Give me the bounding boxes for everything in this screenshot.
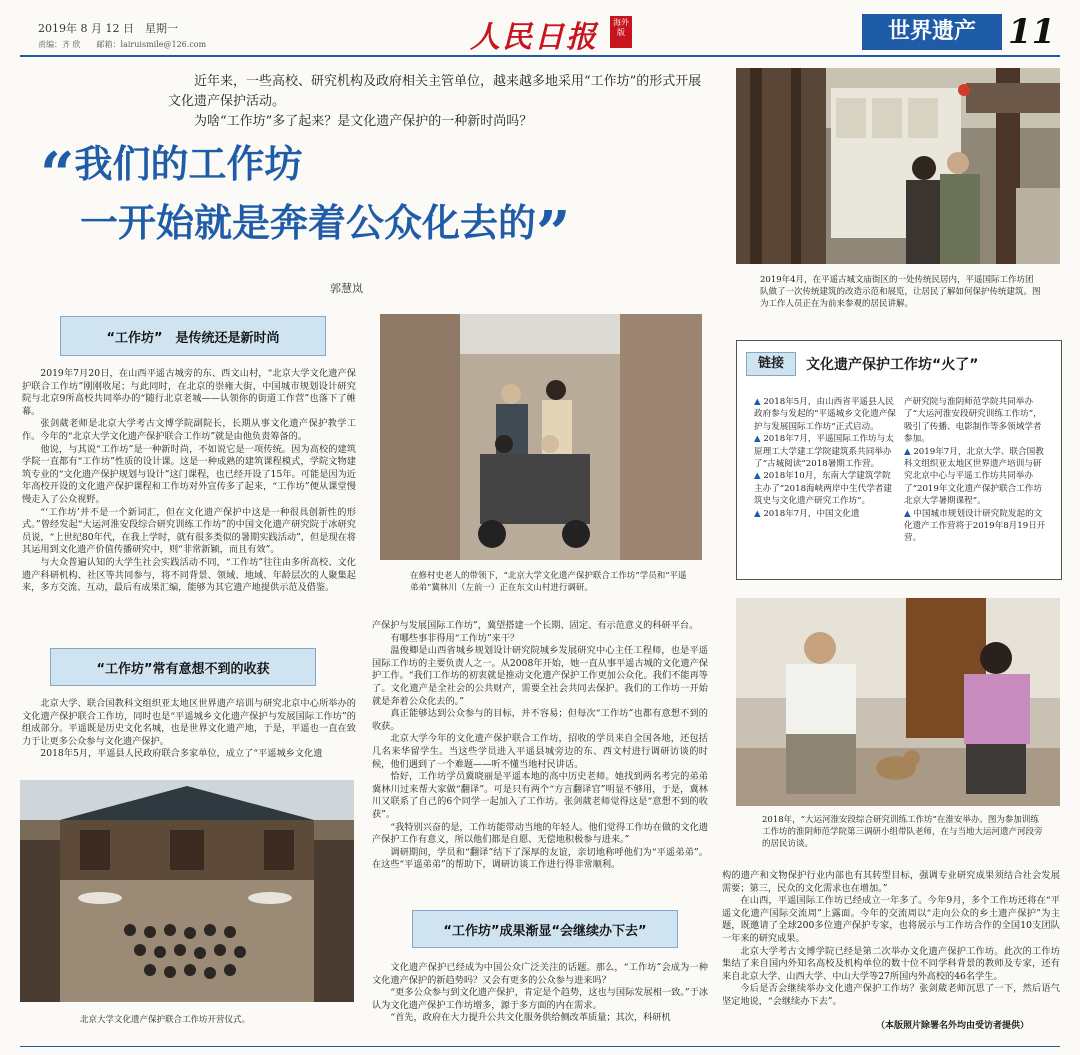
intro-lead — [168, 72, 708, 132]
paragraph: 调研期间，学员和“翻译”结下了深厚的友谊，亲切地称呼他们为“平遥弟弟”。在这些“平遥弟弟”的帮助下，调研访谈工作进行得非常顺利。 — [372, 846, 708, 871]
paragraph: 他说，与其说“工作坊”是一种新时尚，不如说它是一项传统。因为高校的建筑学院一直都有“工作坊”性质的设计课。这是一种成熟的建筑课程模式，学院文物建筑专业的“文化遗产保护规划与设计”这门课程，也已经开设了15年。可能是因为近年高校开设的文化遗产保护课程和工作坊对外宣传多了起来，“工作坊”便从课堂慢慢走入了公众视野。 — [22, 443, 356, 505]
link-item-text: 2018年7月，平遥国际工作坊与太原理工大学建工学院建筑系共同举办了“古城阅读”2018暑期工作营。 — [754, 434, 894, 470]
masthead-badge: 海外版 — [610, 16, 632, 48]
subhead-unexpected-gains: “工作坊”常有意想不到的收获 — [50, 648, 316, 686]
link-item — [754, 396, 896, 433]
link-item-text: 2019年7月，北京大学、联合国教科文组织亚太地区世界遗产培训与研究北京中心与平遥工作坊共同举办了“2019年文化遗产保护联合工作坊北京大学暑期课程”。 — [904, 446, 1044, 507]
section-1-body — [22, 368, 356, 595]
link-item — [904, 446, 1050, 508]
paragraph: 北京大学今年的文化遗产保护联合工作坊，招收的学员来自全国各地，还包括几名来华留学生。当这些学员进入平遥县城旁边的东、西文村进行调研访谈的时候，他们遇到了一个难题——听不懂当地村民讲话。 — [372, 733, 708, 770]
paragraph: 产保护与发展国际工作坊”，冀望搭建一个长期、固定、有示范意义的科研平台。 — [372, 620, 699, 631]
link-item — [754, 433, 896, 470]
link-item — [904, 396, 1050, 446]
paragraph: 与大众普遍认知的大学生社会实践活动不同，“工作坊”往往由多所高校、文化遗产科研机构、社区等共同参与，将不同背景、领域、地域、年龄层次的人聚集起来，多方交流、互动，最后有成果汇编，能够为其它遗产地提供示范及借鉴。 — [22, 556, 356, 594]
close-quote: ” — [536, 199, 571, 269]
triangle-icon: ▲ — [904, 446, 914, 457]
photo-traditional-house-exhibit — [736, 68, 1060, 264]
triangle-icon: ▲ — [904, 508, 914, 519]
caption-bottom-right: 2018年，“大运河淮安段综合研究训练工作坊”在淮安举办。图为参加训练工作坊的淮阴师范学院第三调研小组带队老师，在与当地大运河遗产河段旁的居民访谈。 — [762, 815, 1043, 849]
subhead-results: “工作坊”成果渐显“会继续办下去” — [412, 910, 678, 948]
paragraph: 文化遗产保护已经成为中国公众广泛关注的话题。那么，“工作坊”会成为一种文化遗产保护的新趋势吗？又会有更多的公众参与进来吗？ — [372, 962, 708, 986]
link-item-text: 中国城市规划设计研究院发起的文化遗产工作营将于2019年8月19日开营。 — [904, 508, 1046, 544]
headline — [40, 140, 720, 269]
paragraph: 真正能够达到公众参与的目标，并不容易；但每次“工作坊”也都有意想不到的收获。 — [372, 708, 708, 732]
paragraph: “‘工作坊’并不是一个新词汇，但在文化遗产保护中这是一种很具创新性的形式。”曾经发起“大运河淮安段综合研究训练工作坊”的中国文化遗产研究院于冰研究员说，“上世纪80年代，在我上学时，就有很多类似的暑期实践活动”，但是现在将其运用到文化遗产价值传播研究中，则“非常新颖，而且有效”。 — [22, 506, 356, 556]
photo-bottom-right — [736, 598, 1060, 806]
paragraph: 北京大学考古文博学院已经是第二次举办文化遗产保护工作坊。此次的工作坊集结了来自国内外知名高校及机构单位的数十位不同学科背景的教师及专家，还有来自北京大学、山西大学、中山大学等27所国内外高校的46名学生。 — [722, 945, 1060, 982]
link-item-text: 2018年5月，由山西省平遥县人民政府参与发起的“平遥城乡文化遗产保护与发展国际工作坊”正式启动。 — [754, 397, 896, 432]
headline-line-1: 我们的工作坊 — [74, 142, 303, 186]
subhead-tradition: “工作坊” 是传统还是新时尚 — [60, 316, 326, 356]
intro-paragraph: 近年来，一些高校、研究机构及政府相关主管单位，越来越多地采用“工作坊”的形式开展文化遗产保护活动。 — [168, 74, 702, 109]
caption-middle: 在修村史老人的带领下，“北京大学文化遗产保护联合工作坊”学员和“平遥弟弟”冀林川（左前一）正在东文山村进行调研。 — [410, 571, 687, 593]
open-quote: “ — [40, 140, 75, 210]
middle-column-body — [372, 620, 708, 872]
photo-middle — [380, 314, 702, 560]
link-item-text: 产研究院与淮阴师范学院共同举办了“大运河淮安段研究训练工作坊”，吸引了传播、电影制作等多领域学者参加。 — [904, 397, 1042, 445]
link-item-text: 2018年7月，中国文化遗 — [763, 508, 860, 519]
photo-top-right — [736, 68, 1060, 264]
paragraph: 在山西，平遥国际工作坊已经成立一年多了。今年9月，多个工作坊还将在“平遥文化遗产国际交流周”上露面。今年的交流周以“走向公众的乡土遗产保护”为主题，既邀请了全球200多位遗产保护专家，也将展示与工作坊合作的全国10支团队一年来的研究成果。 — [722, 895, 1060, 944]
triangle-icon: ▲ — [754, 434, 764, 445]
paragraph: 构的遗产和文物保护行业内部也有其转型目标，强调专业研究成果须结合社会发展需要；第三，民众的文化需求也在增加。” — [722, 870, 1060, 894]
paragraph: 有哪些事非得用“工作坊”来干？ — [390, 632, 520, 644]
paragraph: 2019年7月20日，在山西平遥古城旁的东、西文山村，“北京大学文化遗产保护联合工作坊”刚刚收尾；与此同时，在北京的崇雍大街，中国城市规划设计研究院与北京9所高校共同举办的“随行北京老城——认领你的街道工作营”也落下了帷幕。 — [22, 368, 356, 417]
paragraph: 今后是否会继续举办文化遗产保护工作坊？张剑葳老师沉思了一下，然后语气坚定地说，“会继续办下去”。 — [722, 983, 1060, 1007]
paragraph: “更多公众参与到文化遗产保护，肯定是个趋势，这也与国际发展相一致。”于冰认为文化遗产保护工作坊增多，源于多方面的内在需求。 — [372, 987, 708, 1011]
photo-credit: （本版照片除署名外均由受访者提供） — [876, 1021, 1030, 1031]
link-item-text: 2018年10月，东南大学建筑学院主办了“2018海峡两岸中生代学者建筑史与文化遗产研究工作坊”。 — [754, 471, 892, 507]
section-2-body — [22, 698, 356, 761]
page-number: 11 — [1008, 12, 1056, 52]
paragraph: 恰好，工作坊学员冀晓丽是平遥本地的高中历史老师。她找到两名考完的弟弟冀林川过来帮大家做“翻译”。可是只有两个“方言翻译官”明显不够用，于是，冀林川又联系了自己的6个同学一起加入了工作坊。张剑葳老师觉得这是“意想不到的收获”。 — [372, 771, 708, 820]
paragraph: 2018年5月，平遥县人民政府联合多家单位，成立了“平遥城乡文化遗 — [40, 748, 323, 760]
photo-village-research — [380, 314, 702, 560]
link-column-2 — [904, 396, 1050, 545]
paragraph: “首先，政府在大力提升公共文化服务供给侧改革质量；其次，科研机 — [390, 1012, 671, 1024]
section-3-body — [372, 962, 708, 1025]
caption-bottom-left: 北京大学文化遗产保护联合工作坊开营仪式。 — [80, 1015, 251, 1025]
issue-date: 2019年 8 月 12 日 星期一 — [38, 22, 178, 35]
paragraph: “我特别兴奋的是，工作坊能带动当地的年轻人。他们觉得工作坊在做的文化遗产保护工作有意义，所以他们都是自愿、无偿地积极参与进来。” — [372, 821, 708, 846]
paragraph: 张剑葳老师是北京大学考古文博学院副院长，长期从事文化遗产保护教学工作。今年的“北京大学文化遗产保护联合工作坊”就是由他负责筹备的。 — [22, 418, 356, 442]
section-title: 世界遗产 — [862, 14, 1002, 50]
right-column-body — [722, 870, 1060, 1009]
photo-opening-ceremony — [20, 780, 354, 1002]
link-tag: 链接 — [746, 352, 796, 376]
link-item — [754, 508, 896, 520]
intro-paragraph: 为啥“工作坊”多了起来？是文化遗产保护的一种新时尚吗？ — [194, 114, 533, 129]
footer-rule — [20, 1046, 1060, 1047]
caption-top-right: 2019年4月，在平遥古城文庙街区的一处传统民居内，平遥国际工作坊团队做了一次传统建筑的改造示范和展览，让居民了解如何保护传统建筑。图为工作人员正在为前来参观的居民讲解。 — [760, 275, 1041, 309]
paragraph: 北京大学、联合国教科文组织亚太地区世界遗产培训与研究北京中心所举办的文化遗产保护联合工作坊，同时也是“平遥城乡文化遗产保护与发展国际工作坊”的组成部分。平遥既是历史文化名城，也是世界文化遗产地，于是，平遥也一直在致力于让更多公众参与文化遗产保护。 — [22, 698, 356, 747]
paragraph: 温俊卿是山西省城乡规划设计研究院城乡发展研究中心主任工程师，也是平遥国际工作坊的主要负责人之一。从2008年开始，她一直从事平遥古城的文化遗产保护工作。“我们工作坊的初衷就是推动文化遗产保护工作更加公众化。我们不能再等了。文化遗产是全社会的公共财产，需要全社会共同去保护。我们的工作坊一开始就是奔着公众化去的。” — [372, 645, 708, 707]
triangle-icon: ▲ — [754, 397, 764, 407]
triangle-icon: ▲ — [754, 508, 764, 519]
masthead-logo: 人民日报 — [470, 20, 598, 55]
headline-line-2: 一开始就是奔着公众化去的 — [80, 201, 537, 245]
photo-resident-interview — [736, 598, 1060, 806]
editor-info: 责编：齐 欣 邮箱：lairuismile@126.com — [38, 40, 207, 49]
header-rule — [20, 55, 1060, 57]
photo-bottom-left — [20, 780, 354, 1002]
link-column-1 — [754, 396, 896, 520]
triangle-icon: ▲ — [754, 471, 764, 482]
link-item — [754, 470, 896, 507]
byline: 郭慧岚 — [330, 282, 363, 295]
link-title: 文化遗产保护工作坊“火了” — [806, 357, 979, 373]
link-item — [904, 508, 1050, 545]
